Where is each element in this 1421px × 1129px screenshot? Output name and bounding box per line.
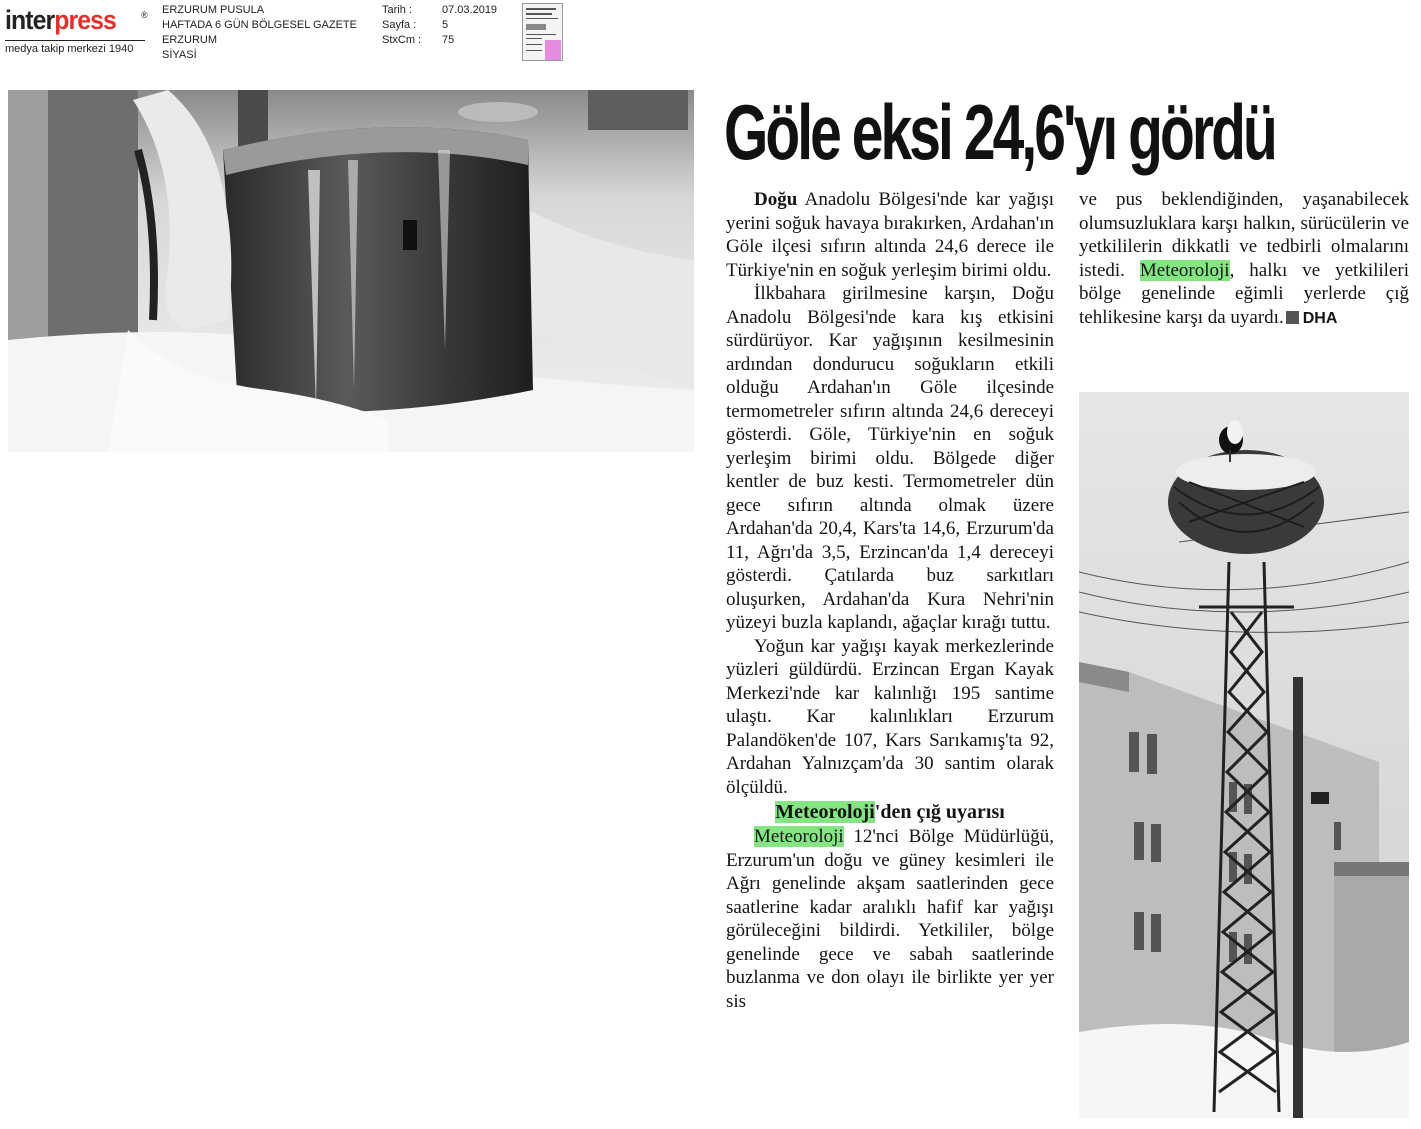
paragraph-ski: Yoğun kar yağışı kayak merkezlerinde yüzleri güldürdü. Erzincan Ergan Kayak Merkezi'nde kar kalınlığı 195 santime ulaştı. Kar kalınlıkları Erzurum Palandöken'de 107, Kars Sarıkamış'ta 92, Ardahan Yalnızçam'da 30 santim olarak ölçüldü. xyxy=(726,635,1054,798)
subheading: Meteoroloji'den çığ uyarısı xyxy=(775,801,1005,823)
logo-tagline: medya takip merkezi 1940 xyxy=(5,43,134,55)
publication-category: SİYASİ xyxy=(162,49,197,61)
publication-name: ERZURUM PUSULA xyxy=(162,4,265,16)
paragraph-continued: ve pus beklendiğinden, yaşanabilecek olumsuzluklara karşı halkın, sürücülerin ve yetkililerin dikkatli ve tedbirli olmalarını istedi. Meteoroloji, halkı ve yetkilileri bölge genelinde eğimli yerlerde çığ tehlikesine karşı da uyardı. DHA xyxy=(1079,189,1409,328)
agency-credit: DHA xyxy=(1302,309,1338,327)
interpress-logo xyxy=(5,5,155,60)
highlight-keyword: Meteoroloji xyxy=(775,801,875,823)
field-stxcm: StxCm : 75 xyxy=(382,34,455,46)
highlight-keyword: Meteoroloji xyxy=(754,826,844,847)
publication-frequency: HAFTADA 6 GÜN BÖLGESEL GAZETE xyxy=(162,19,357,31)
page-thumbnail xyxy=(522,3,563,61)
article-headline: Göle eksi 24,6'yı gördü xyxy=(724,88,1275,176)
publication-info xyxy=(162,3,357,63)
paragraph-warning: Meteoroloji 12'nci Bölge Müdürlüğü, Erzurum'un doğu ve güney kesimleri ile Ağrı genelinde akşam saatlerinden gece saatlerine kadar aralıklı hafif kar yağışı görüleceğini bildirdi. Yetkililer, bölge genelinde gece ve sabah saatlerinde buzlanma ve don olayı ile birlikte yer yer sis xyxy=(726,826,1054,1012)
logo-wordmark: interpress xyxy=(5,5,116,35)
paragraph-cold: İlkbahara girilmesine karşın, Doğu Anadolu Bölgesi'nde kara kış etkisini sürdürüyor. Kar yağışının kesilmesinin ardından dondurucu soğukların etkili olduğu Ardahan'ın Göle ilçesinde termometreler sıfırın altında 24,6 dereceyi gösterdi. Göle, Türkiye'nin en soğuk yerleşim birimi oldu. Bölgede diğer kentler de buz kesti. Termometreler dün gece sıfırın altında olmak üzere Ardahan'da 20,4, Kars'ta 14,6, Erzurum'da 11, Ağrı'da 3,5, Erzincan'da 1,4 dereceyi gösterdi. Çatılarda buz sarkıtları oluşurken, Ardahan'da Kura Nehri'nin yüzeyi buzla kaplandı, ağaçlar kırağı tuttu. xyxy=(726,283,1054,633)
frozen-box-illustration xyxy=(8,90,694,452)
stork-nest-photo xyxy=(1079,392,1409,1118)
field-page: Sayfa : 5 xyxy=(382,19,449,31)
frozen-box-photo xyxy=(8,90,694,452)
logo-rule xyxy=(5,40,145,41)
registered-mark: ® xyxy=(141,10,148,20)
article-column-right xyxy=(1079,188,1409,330)
lead-word: Doğu xyxy=(754,189,798,210)
paragraph-intro: Doğu Anadolu Bölgesi'nde kar yağışı yerini soğuk havaya bırakırken, Ardahan'ın Göle ilçesi sıfırın altında 24,6 derece ile Türkiye'nin en soğuk yerleşim birimi oldu. xyxy=(726,189,1054,281)
clip-fields xyxy=(382,3,512,48)
highlight-keyword: Meteoroloji xyxy=(1139,259,1230,281)
end-square-icon xyxy=(1286,311,1299,324)
article-column-left xyxy=(726,188,1054,1013)
field-date: Tarih : 07.03.2019 xyxy=(382,4,498,16)
publication-city: ERZURUM xyxy=(162,34,217,46)
stork-nest-illustration xyxy=(1079,392,1409,1118)
